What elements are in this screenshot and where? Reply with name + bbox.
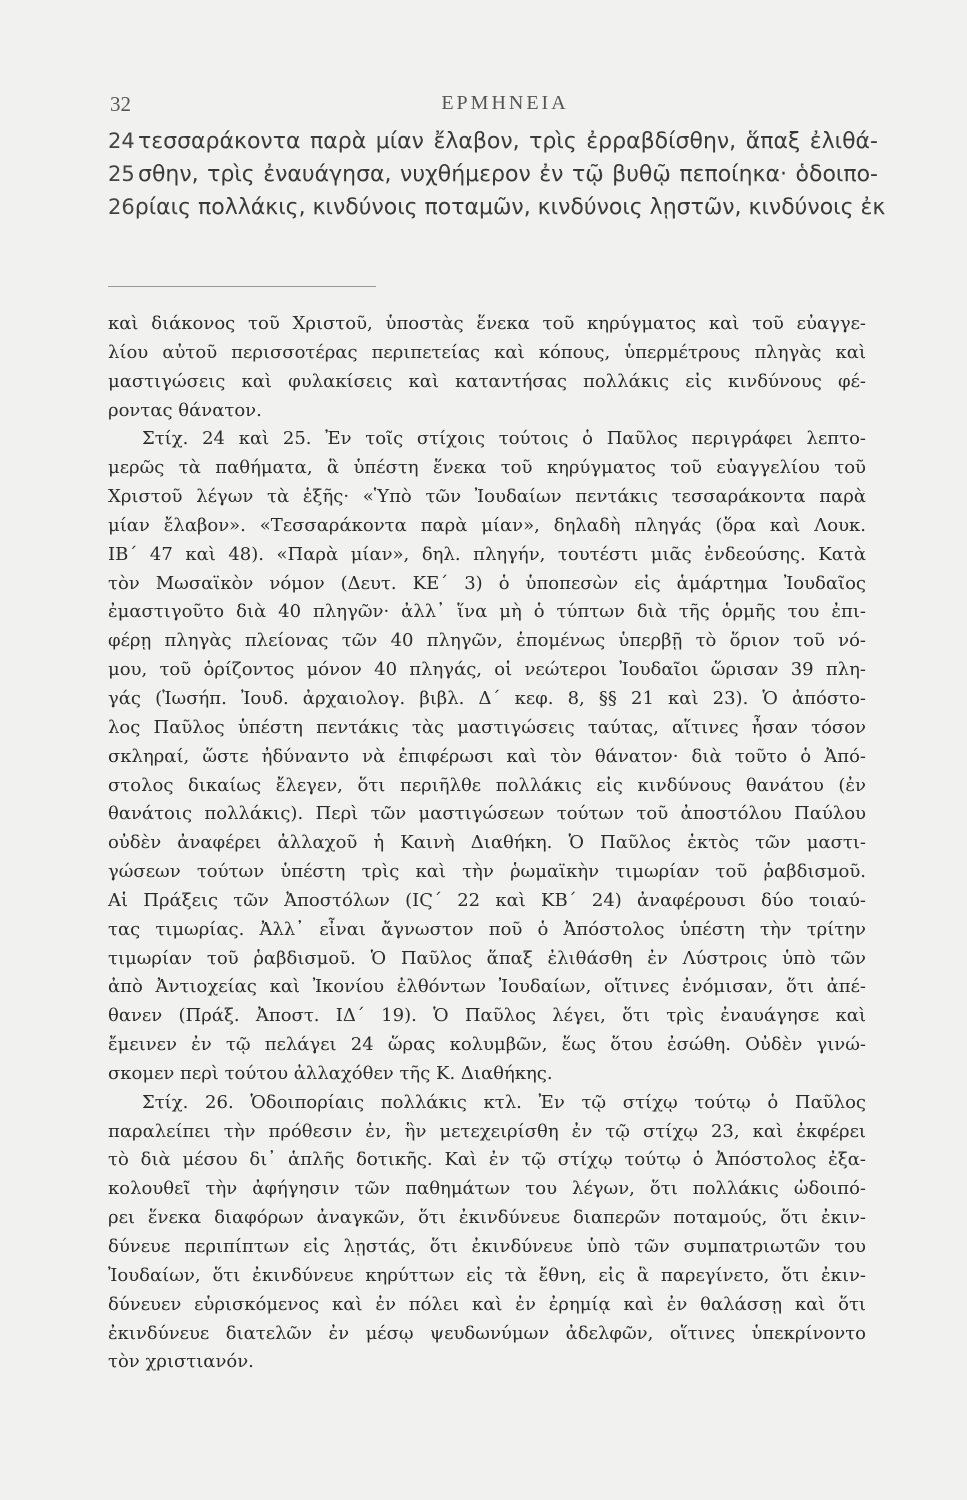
commentary-line: Στίχ. 26. Ὁδοιπορίαις πολλάκις κτλ. Ἐν τῷ στίχῳ τούτῳ ὁ Παῦλος bbox=[142, 1091, 866, 1113]
verse-line bbox=[108, 125, 878, 158]
verse-number: 24 bbox=[108, 129, 135, 153]
commentary-line: ἀπὸ Ἀντιοχείας καὶ Ἰκονίου ἐλθόντων Ἰουδαίων, οἵτινες ἐνόμισαν, ὅτι ἀπέ- bbox=[108, 976, 866, 998]
verse-number: 25 bbox=[108, 162, 135, 186]
commentary-line: λίου αὐτοῦ περισσοτέρας περιπετείας καὶ κόπους, ὑπερμέτρους πληγὰς καὶ bbox=[108, 341, 866, 363]
commentary-line: δύνευε περιπίπτων εἰς λῃστάς, ὅτι ἐκινδύνευε ὑπὸ τῶν συμπατριωτῶν του bbox=[108, 1236, 866, 1257]
scripture-verses bbox=[108, 125, 886, 224]
commentary-line: Ἰουδαίων, ὅτι ἐκινδύνευε κηρύττων εἰς τὰ ἔθνη, εἰς ἃ παρεγίνετο, ὅτι ἐκιν- bbox=[108, 1264, 866, 1286]
footnote-divider bbox=[108, 286, 376, 287]
commentary-line: μαστιγώσεις καὶ φυλακίσεις καὶ καταντήσας πολλάκις εἰς κινδύνους φέ- bbox=[108, 370, 866, 392]
commentary-line: Αἱ Πράξεις τῶν Ἀποστόλων (ΙϚ´ 22 καὶ ΚΒ´ 24) ἀναφέρουσι δύο τοιαύ- bbox=[108, 889, 866, 911]
commentary-line: θανεν (Πράξ. Ἀποστ. ΙΔ´ 19). Ὁ Παῦλος λέγει, ὅτι τρὶς ἐναυάγησε καὶ bbox=[108, 1005, 866, 1027]
commentary-line: ἔμεινεν ἐν τῷ πελάγει 24 ὥρας κολυμβῶν, ἕως ὅτου ἐσώθη. Οὐδὲν γινώ- bbox=[108, 1034, 866, 1056]
verse-line bbox=[108, 158, 878, 191]
verse-text: ρίαις πολλάκις, κινδύνοις ποταμῶν, κινδύνοις λῃστῶν, κινδύνοις ἐκ bbox=[134, 195, 886, 220]
commentary-line: στολος δικαίως ἔλεγεν, ὅτι περιῆλθε πολλάκις εἰς κινδύνους θανάτου (ἐν bbox=[108, 774, 866, 796]
commentary-line: ρει ἕνεκα διαφόρων ἀναγκῶν, ὅτι ἐκινδύνευε διαπερῶν ποταμούς, ὅτι ἐκιν- bbox=[108, 1207, 866, 1229]
verse-text: τεσσαράκοντα παρὰ μίαν ἔλαβον, τρὶς ἐρραβδίσθην, ἅπαξ ἐλιθά- bbox=[138, 129, 878, 154]
commentary-line: μίαν ἔλαβον». «Τεσσαράκοντα παρὰ μίαν», δηλαδὴ πληγάς (ὅρα καὶ Λουκ. bbox=[108, 514, 866, 536]
verse-number: 26 bbox=[108, 195, 135, 219]
commentary-line: γάς (Ἰωσήπ. Ἰουδ. ἀρχαιολογ. βιβλ. Δ´ κεφ. 8, §§ 21 καὶ 23). Ὁ ἀπόστο- bbox=[108, 687, 866, 709]
commentary-line: δύνευεν εὑρισκόμενος καὶ ἐν πόλει καὶ ἐν ἐρημίᾳ καὶ ἐν θαλάσσῃ καὶ ὅτι bbox=[108, 1293, 866, 1315]
commentary-line: Στίχ. 24 καὶ 25. Ἐν τοῖς στίχοις τούτοις ὁ Παῦλος περιγράφει λεπτο- bbox=[142, 428, 866, 450]
commentary-line: σκομεν περὶ τούτου ἀλλαχόθεν τῆς Κ. Διαθήκης. bbox=[108, 1062, 553, 1084]
commentary-line: οὐδὲν ἀναφέρει ἀλλαχοῦ ἡ Καινὴ Διαθήκη. Ὁ Παῦλος ἐκτὸς τῶν μαστι- bbox=[108, 832, 866, 854]
commentary-line: θανάτοις πολλάκις). Περὶ τῶν μαστιγώσεων τούτων τοῦ ἀποστόλου Παύλου bbox=[108, 803, 866, 825]
commentary-line: ἐμαστιγοῦτο διὰ 40 πληγῶν· ἀλλ᾽ ἵνα μὴ ὁ τύπτων διὰ τῆς ὁρμῆς του ἐπι- bbox=[108, 601, 866, 623]
commentary-line: σκληραί, ὥστε ἠδύναντο νὰ ἐπιφέρωσι καὶ τὸν θάνατον· διὰ τοῦτο ὁ Ἀπό- bbox=[108, 745, 866, 767]
commentary-line: τὸν Μωσαϊκὸν νόμον (Δευτ. ΚΕ´ 3) ὁ ὑποπεσὼν εἰς ἁμάρτημα Ἰουδαῖος bbox=[108, 572, 866, 594]
commentary-line: κολουθεῖ τὴν ἀφήγησιν τῶν παθημάτων του λέγων, ὅτι πολλάκις ὡδοιπό- bbox=[108, 1178, 866, 1200]
verse-text: σθην, τρὶς ἐναυάγησα, νυχθήμερον ἐν τῷ βυθῷ πεποίηκα· ὁδοιπο- bbox=[138, 162, 878, 187]
commentary-line: ροντας θάνατον. bbox=[108, 399, 262, 421]
commentary-line: Χριστοῦ λέγων τὰ ἑξῆς· «Ὑπὸ τῶν Ἰουδαίων πεντάκις τεσσαράκοντα παρὰ bbox=[108, 486, 866, 508]
commentary-line: τας τιμωρίας. Ἀλλ᾽ εἶναι ἄγνωστον ποῦ ὁ Ἀπόστολος ὑπέστη τὴν τρίτην bbox=[108, 918, 866, 940]
running-header bbox=[110, 92, 900, 120]
commentary-line: τιμωρίαν τοῦ ῥαβδισμοῦ. Ὁ Παῦλος ἅπαξ ἐλιθάσθη ἐν Λύστροις ὑπὸ τῶν bbox=[108, 947, 866, 969]
commentary-line: φέρῃ πληγὰς πλείονας τῶν 40 πληγῶν, ἑπομένως ὑπερβῇ τὸ ὅριον τοῦ νό- bbox=[108, 630, 866, 652]
page-number: 32 bbox=[110, 92, 131, 116]
verse-line bbox=[108, 191, 886, 224]
commentary-line: ἐκινδύνευε διατελῶν ἐν μέσῳ ψευδωνύμων ἀδελφῶν, οἵτινες ὑπεκρίνοντο bbox=[108, 1322, 866, 1344]
commentary-line: ΙΒ´ 47 καὶ 48). «Παρὰ μίαν», δηλ. πληγήν, τουτέστι μιᾶς ἐνδεούσης. Κατὰ bbox=[108, 543, 866, 565]
commentary-text bbox=[108, 310, 866, 1377]
commentary-line: λος Παῦλος ὑπέστη πεντάκις τὰς μαστιγώσεις ταύτας, αἵτινες ἦσαν τόσον bbox=[108, 716, 866, 738]
commentary-line: γώσεων τούτων ὑπέστη τρὶς καὶ τὴν ῥωμαϊκὴν τιμωρίαν τοῦ ῥαβδισμοῦ. bbox=[108, 861, 866, 883]
commentary-line: μου, τοῦ ὁρίζοντος μόνον 40 πληγάς, οἱ νεώτεροι Ἰουδαῖοι ὥρισαν 39 πλη- bbox=[108, 659, 866, 681]
commentary-line: τὸ διὰ μέσου δι᾽ ἁπλῆς δοτικῆς. Καὶ ἐν τῷ στίχῳ τούτῳ ὁ Ἀπόστολος ἐξα- bbox=[108, 1149, 866, 1171]
commentary-line: μερῶς τὰ παθήματα, ἃ ὑπέστη ἕνεκα τοῦ κηρύγματος τοῦ εὐαγγελίου τοῦ bbox=[108, 457, 866, 479]
running-title: ΕΡΜΗΝΕΙΑ bbox=[441, 92, 569, 114]
commentary-line: καὶ διάκονος τοῦ Χριστοῦ, ὑποστὰς ἕνεκα τοῦ κηρύγματος καὶ τοῦ εὐαγγε- bbox=[108, 313, 866, 334]
commentary-line: τὸν χριστιανόν. bbox=[108, 1351, 254, 1373]
commentary-line: παραλείπει τὴν πρόθεσιν ἐν, ἣν μετεχειρίσθη ἐν τῷ στίχῳ 23, καὶ ἐκφέρει bbox=[108, 1120, 866, 1142]
